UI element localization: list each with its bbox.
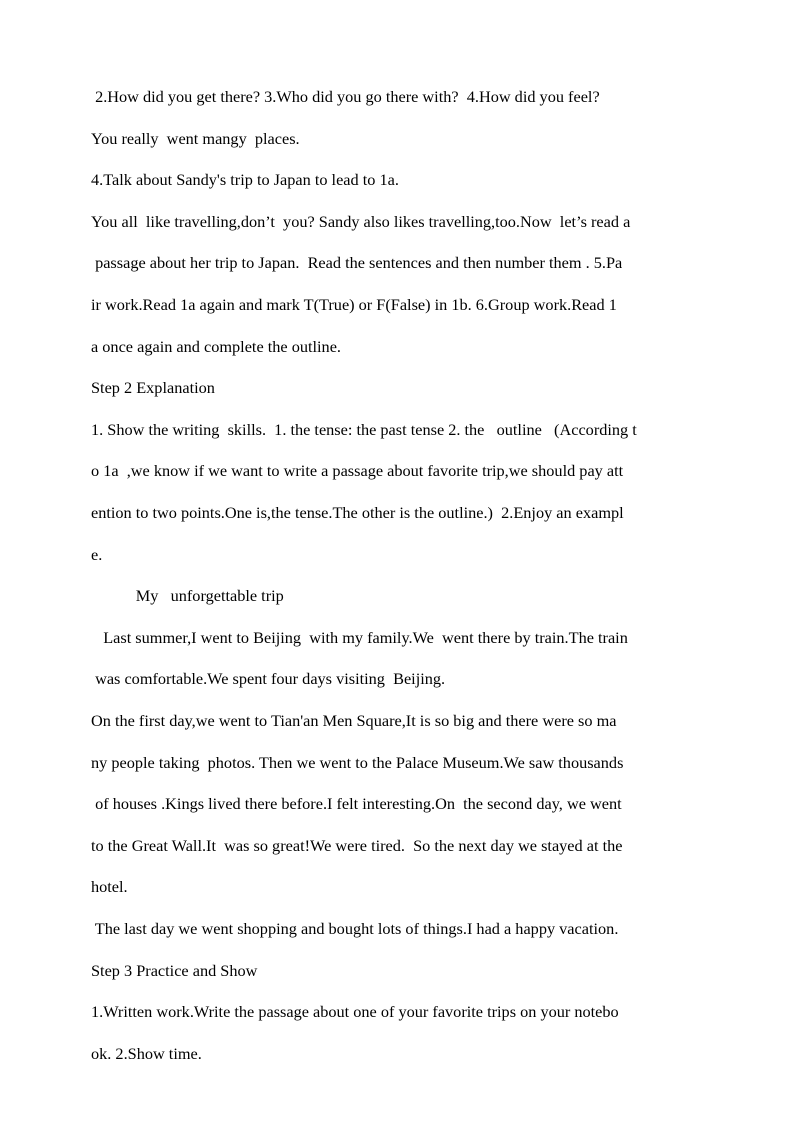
text-line: ir work.Read 1a again and mark T(True) or F(False) in 1b. 6.Group work.Read 1 — [91, 295, 617, 314]
text-line: a once again and complete the outline. — [91, 337, 341, 356]
text-line: 1.Written work.Write the passage about one of your favorite trips on your notebo — [91, 1002, 619, 1021]
text-line: ny people taking photos. Then we went to the Palace Museum.We saw thousands — [91, 753, 624, 772]
text-line: hotel. — [91, 877, 128, 896]
text-line: 4.Talk about Sandy's trip to Japan to lead to 1a. — [91, 170, 399, 189]
section-heading: Step 2 Explanation — [91, 378, 215, 397]
text-line: On the first day,we went to Tian'an Men Square,It is so big and there were so ma — [91, 711, 617, 730]
text-line: ention to two points.One is,the tense.The other is the outline.) 2.Enjoy an exampl — [91, 503, 624, 522]
text-line: You really went mangy places. — [91, 129, 300, 148]
text-line: e. — [91, 545, 103, 564]
text-line: 1. Show the writing skills. 1. the tense: the past tense 2. the outline (According t — [91, 420, 637, 439]
text-line: 2.How did you get there? 3.Who did you go there with? 4.How did you feel? — [91, 87, 600, 106]
text-line: was comfortable.We spent four days visiting Beijing. — [91, 669, 446, 688]
text-line: ok. 2.Show time. — [91, 1044, 202, 1063]
text-line: to the Great Wall.It was so great!We were tired. So the next day we stayed at the — [91, 836, 623, 855]
example-title: My unforgettable trip — [91, 586, 284, 605]
text-line: o 1a ,we know if we want to write a passage about favorite trip,we should pay att — [91, 461, 624, 480]
text-line: You all like travelling,don’t you? Sandy also likes travelling,too.Now let’s read a — [91, 212, 631, 231]
text-line: The last day we went shopping and bought lots of things.I had a happy vacation. — [91, 919, 619, 938]
text-line: of houses .Kings lived there before.I felt interesting.On the second day, we went — [91, 794, 622, 813]
section-heading: Step 3 Practice and Show — [91, 961, 258, 980]
text-line: Last summer,I went to Beijing with my family.We went there by train.The train — [91, 628, 628, 647]
text-line: passage about her trip to Japan. Read the sentences and then number them . 5.Pa — [91, 253, 623, 272]
